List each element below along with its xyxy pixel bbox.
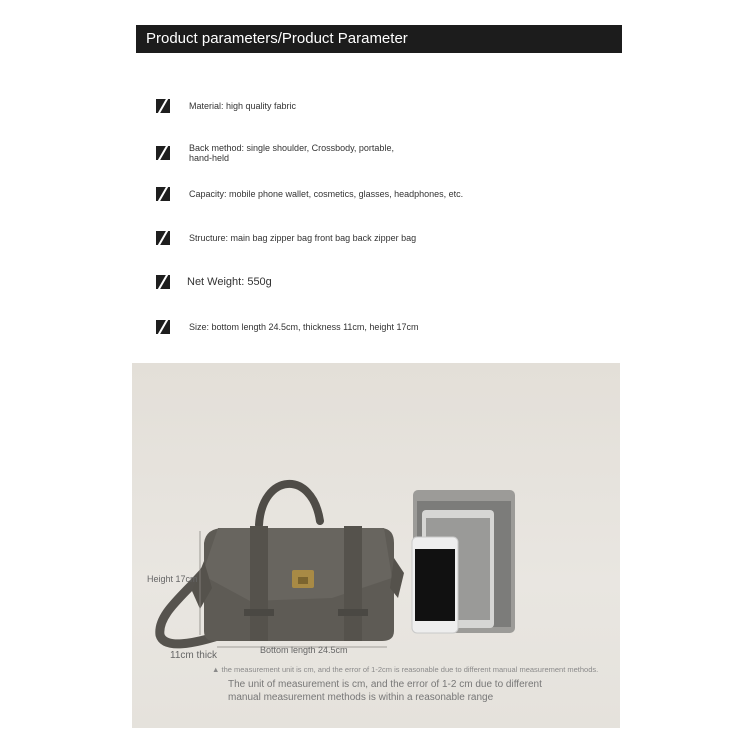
slash-bullet-icon xyxy=(156,231,170,245)
section-title: Product parameters/Product Parameter xyxy=(146,30,408,47)
param-text: Size: bottom length 24.5cm, thickness 11cm, height 17cm xyxy=(189,322,419,332)
param-text: Capacity: mobile phone wallet, cosmetics, glasses, headphones, etc. xyxy=(189,189,464,199)
param-back-method xyxy=(156,143,394,163)
length-label: Bottom length 24.5cm xyxy=(260,645,348,655)
param-structure xyxy=(156,231,416,245)
param-text: Material: high quality fabric xyxy=(189,101,297,111)
thickness-label: 11cm thick xyxy=(170,650,218,661)
param-text-line1: Back method: single shoulder, Crossbody, portable, xyxy=(189,143,394,153)
param-size xyxy=(156,320,418,334)
param-material xyxy=(156,99,296,113)
param-text-line2: hand-held xyxy=(189,153,230,163)
height-label: Height 17cm xyxy=(147,574,198,584)
product-photo xyxy=(132,363,620,728)
param-text: Structure: main bag zipper bag front bag back zipper bag xyxy=(189,233,417,243)
param-text: Net Weight: 550g xyxy=(187,276,272,288)
param-capacity xyxy=(156,187,463,201)
section-header xyxy=(136,25,622,53)
slash-bullet-icon xyxy=(156,146,170,160)
slash-bullet-icon xyxy=(156,320,170,334)
slash-bullet-icon xyxy=(156,99,170,113)
param-text xyxy=(189,143,394,163)
slash-bullet-icon xyxy=(156,275,170,289)
slash-bullet-icon xyxy=(156,187,170,201)
measurement-note-secondary: The unit of measurement is cm, and the error of 1-2 cm due to different manual measurement methods is within a reasonable range xyxy=(228,679,542,703)
measurement-note: ▲ the measurement unit is cm, and the error of 1-2cm is reasonable due to different manual measurement methods. xyxy=(212,665,599,674)
param-net-weight xyxy=(156,275,272,289)
